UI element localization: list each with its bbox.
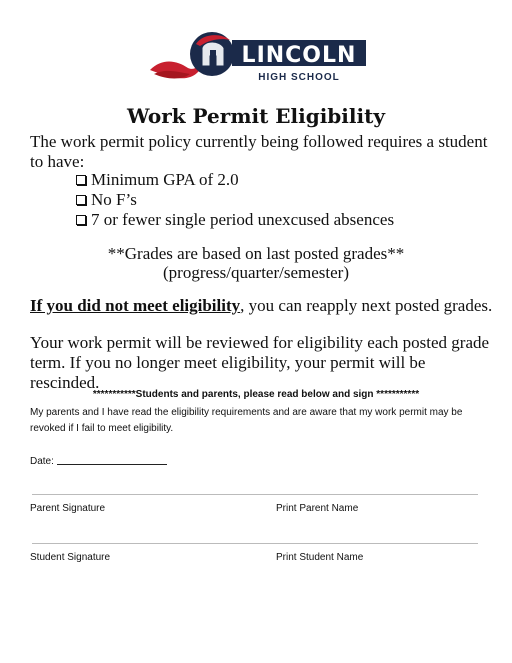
acknowledgement-text: My parents and I have read the eligibility requirements and are aware that my work permit may be revoked if I fail to meet eligibility. <box>30 407 463 434</box>
checkbox-icon <box>76 175 86 185</box>
print-student-name-label: Print Student Name <box>276 552 364 563</box>
requirement-label: 7 or fewer single period unexcused absences <box>91 210 395 229</box>
date-field[interactable] <box>30 455 167 467</box>
requirement-item <box>76 210 394 230</box>
reapply-lead: If you did not meet eligibility <box>30 296 241 315</box>
grades-note-line2: (progress/quarter/semester) <box>163 263 349 282</box>
parent-signature-label: Parent Signature <box>30 503 106 514</box>
date-label: Date: <box>30 456 54 467</box>
sign-banner: ***********Students and parents, please read below and sign *********** <box>92 389 420 400</box>
checkbox-icon <box>76 215 86 225</box>
intro-text: The work permit policy currently being followed requires a student to have: <box>30 132 488 171</box>
page-title: Work Permit Eligibility <box>127 104 385 128</box>
checkbox-icon <box>76 195 86 205</box>
requirement-item <box>76 190 137 210</box>
reapply-paragraph <box>30 296 500 316</box>
student-signature-label: Student Signature <box>30 552 111 563</box>
requirement-label: Minimum GPA of 2.0 <box>91 170 239 189</box>
parent-signature-line[interactable] <box>32 494 478 495</box>
review-paragraph: Your work permit will be reviewed for eligibility each posted grade term. If you no longer meet eligibility, your permit will be rescinded. <box>30 333 490 392</box>
reapply-rest: , you can reapply next posted grades. <box>240 296 493 315</box>
print-parent-name-label: Print Parent Name <box>276 503 359 514</box>
logo-school-type: HIGH SCHOOL <box>258 72 340 83</box>
grades-note-line1: **Grades are based on last posted grades** <box>107 244 405 263</box>
student-signature-line[interactable] <box>32 543 478 544</box>
logo-school-name: LINCOLN <box>241 43 357 68</box>
school-logo <box>148 30 368 92</box>
requirement-label: No F’s <box>91 190 137 209</box>
requirement-item <box>76 170 239 190</box>
date-blank-line[interactable] <box>57 455 167 465</box>
